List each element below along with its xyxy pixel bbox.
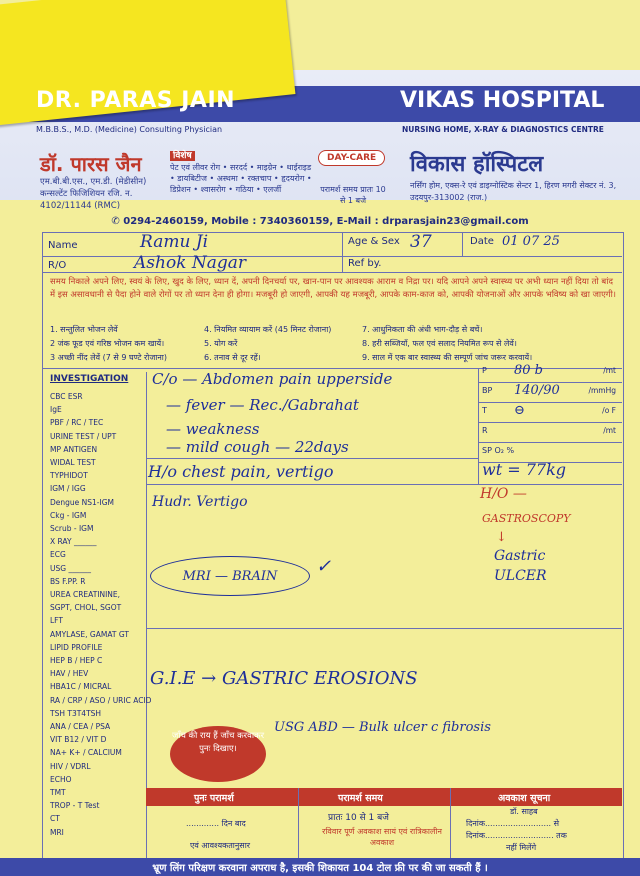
investigation-item: TYPHIDOT <box>50 471 88 481</box>
leave-to: दिनांक........................... तक <box>466 831 567 840</box>
contact-line: ✆ 0294-2460159, Mobile : 7340360159, E-Mail : drparasjain23@gmail.com <box>111 216 529 227</box>
consult-timing: परामर्श समय प्रातः 10 से 1 बजे <box>320 185 386 205</box>
doctor-name: DR. PARAS JAIN <box>36 88 236 113</box>
arrow-down-icon: ↓ <box>496 530 507 545</box>
divider <box>42 256 622 257</box>
investigation-item: VIT B12 / VIT D <box>50 735 107 745</box>
speciality-text: पेट एवं लीवर रोग • सरदर्द • माइग्रेन • थाईराइड • डायबिटीज • अस्थमा • रक्तचाप • हृदयरोग • डिप्रेशन • श्वासरोग • गठिया • एलर्जी <box>170 163 312 194</box>
ro-label: R/O <box>48 260 67 271</box>
vital-unit: /mmHg <box>588 386 616 395</box>
leave-from: दिनांक.......................... से <box>466 819 560 828</box>
mri-note: MRI — BRAIN <box>150 556 310 596</box>
vital-unit: /o F <box>602 406 616 415</box>
investigation-item: HIV / VDRL <box>50 761 91 771</box>
name-label: Name <box>48 240 78 251</box>
investigation-item: USG ______ <box>50 563 91 573</box>
investigation-item: RA / CRP / ASO / URIC ACID <box>50 695 152 705</box>
investigation-item: CT <box>50 814 60 824</box>
vertigo-note: Hudr. Vertigo <box>152 494 248 510</box>
doctor-qualification: M.B.B.S., M.D. (Medicine) Consulting Physician <box>36 125 223 134</box>
gastric-ulcer: Gastric ULCER <box>494 548 547 584</box>
rule-item: 2 जंक फूड एवं गरिष्ठ भोजन कम खायें। <box>50 339 165 348</box>
ref-label: Ref by. <box>348 258 382 269</box>
hospital-name-hindi: विकास हॉस्पिटल <box>410 152 544 177</box>
investigation-item: HAV / HEV <box>50 669 89 679</box>
investigation-item: URINE TEST / UPT <box>50 431 117 441</box>
investigation-item: MRI <box>50 827 64 837</box>
leave-note: नहीं मिलेंगे <box>506 843 537 852</box>
rule-item: 9. साल में एक बार स्वास्थ्य की सम्पूर्ण जांच जरूर करवायें। <box>362 353 533 362</box>
divider <box>146 484 622 485</box>
investigation-item: WIDAL TEST <box>50 458 96 467</box>
investigation-item: Ckg - IGM <box>50 510 87 520</box>
gie-note: G.I.E → GASTRIC EROSIONS <box>150 668 418 689</box>
investigation-item: BS F.PP. R <box>50 576 86 586</box>
investigation-item: PBF / RC / TEC <box>50 418 104 428</box>
contact-text: 0294-2460159, Mobile : 7340360159, E-Mail : drparasjain23@gmail.com <box>123 216 529 227</box>
vital-row <box>478 382 622 403</box>
divider <box>146 628 622 629</box>
ro-value: Ashok Nagar <box>134 253 247 273</box>
investigation-item: LIPID PROFILE <box>50 642 103 652</box>
investigation-item: NA+ K+ / CALCIUM <box>50 748 122 758</box>
revisit-days: ............. दिन बाद <box>186 819 246 828</box>
vital-label: R <box>482 426 488 435</box>
consult-time: प्रातः 10 से 1 बजे <box>328 813 389 823</box>
vital-label: BP <box>482 386 493 395</box>
vital-label: P <box>482 366 487 375</box>
investigation-item: Scrub - IGM <box>50 524 94 533</box>
gastroscopy: GASTROSCOPY <box>482 512 571 525</box>
rule-item: 3 अच्छी नींद लेवें (7 से 9 घण्टे रोजाना) <box>50 353 167 362</box>
daycare-badge: DAY-CARE <box>318 150 385 166</box>
rule-item: 5. योग करें <box>204 339 238 348</box>
speciality-title: विशेष <box>170 151 195 161</box>
leave-title: अवकाश सूचना <box>498 793 551 804</box>
investigation-item: HEP B / HEP C <box>50 656 103 665</box>
patient-name: Ramu Ji <box>140 232 209 252</box>
doctor-qualification-hindi: एम.बी.बी.एस., एम.डी. (मेडीसीन) कन्सल्टेंट फिजिशियन रजि. न. 4102/11144 (RMC) <box>40 177 147 211</box>
divider <box>342 232 343 272</box>
consult-note: रविवार पूर्ण अवकाश सायं एवं रात्रिकालीन अवकाश <box>322 827 442 847</box>
footer-notice: भ्रूण लिंग परिक्षण करवाना अपराध है, इसकी शिकायत 104 टोल फ्री पर की जा सकती हैं । <box>0 858 640 876</box>
consult-title: परामर्श समय <box>338 793 383 804</box>
complaint-line: — fever — Rec./Gabrahat <box>166 396 359 414</box>
leave-doctor: डॉ. साहब <box>510 807 538 816</box>
investigation-item: UREA CREATININE, <box>50 590 121 599</box>
doctor-name-hindi: डॉ. पारस जैन <box>40 152 142 176</box>
rule-item: 7. आधुनिकता की अंधी भाग-दौड़ से बचें। <box>362 325 483 334</box>
age-value: 37 <box>410 232 432 252</box>
date-label: Date <box>470 236 494 247</box>
vital-value: 140/90 <box>514 383 560 398</box>
vital-unit: /mt <box>603 366 616 375</box>
age-sex-label: Age & Sex <box>348 236 400 247</box>
investigation-item: IGM / IGG <box>50 484 86 494</box>
investigation-item: ECHO <box>50 774 72 784</box>
recheck-stamp: जाँच की राय हैं जाँच करवाकर पुनः दिखाए। <box>170 726 266 782</box>
check-icon: ✓ <box>316 556 332 577</box>
investigation-item: ECG <box>50 550 66 560</box>
divider <box>298 788 299 858</box>
rule-item: 1. सन्तुलित भोजन लेवें <box>50 325 118 334</box>
health-advice: समय निकाले अपने लिए, स्वयं के लिए, खुद के लिए, ध्यान दें, अपनी दिनचर्या पर, खान-पान पर आवश्यक आराम व निद्रा पर। यदि आपने अपने स्वास्थ्य पर अभी ध्यान नहीं दिया तो बांद में इस असावधानी से पैदा होने वाले रोगों पर तो ध्यान देना ही होगा। मजबूरी हो जाएगी, आपकी यह मजबूरी, आपके काम-काज को, आपकी योजनाओं और आपके भविष्य को खा जाएगी। <box>50 277 617 300</box>
divider <box>42 272 622 273</box>
investigation-item: HBA1C / MICRAL <box>50 682 112 692</box>
investigation-title: INVESTIGATION <box>50 374 129 384</box>
divider <box>462 232 463 256</box>
divider <box>450 788 451 858</box>
investigation-item: AMYLASE, GAMAT GT <box>50 629 129 639</box>
vital-label: T <box>482 406 487 415</box>
rule-item: 6. तनाव से दूर रहें। <box>204 353 261 362</box>
vital-row <box>478 422 622 443</box>
complaint-line: — mild cough — 22days <box>166 438 349 456</box>
hospital-name: VIKAS HOSPITAL <box>400 88 605 113</box>
vital-value: ⊖ <box>514 403 525 418</box>
investigation-item: TROP - T Test <box>50 801 100 811</box>
complaint-line: — weakness <box>166 420 260 438</box>
investigation-item: Dengue NS1-IGM <box>50 497 114 507</box>
vital-row <box>478 362 622 383</box>
investigation-item: X RAY ______ <box>50 537 97 547</box>
history-2: H/O — <box>480 486 527 502</box>
hospital-address-hindi: नर्सिंग होम, एक्स-रे एवं डाइग्नोस्टिक सेन्टर 1, हिरण मगरी सेक्टर नं. 3, उदयपुर-313002 (राज.) <box>410 181 617 202</box>
history-line: H/o chest pain, vertigo <box>148 462 334 481</box>
divider <box>146 458 478 459</box>
date-value: 01 07 25 <box>502 234 560 249</box>
revisit-title: पुनः परामर्श <box>194 793 234 804</box>
vital-unit: /mt <box>603 426 616 435</box>
rule-item: 8. हरी सब्जियाँ, फल एवं सलाद नियमित रूप से लेवें। <box>362 339 517 348</box>
investigation-item: TSH T3T4TSH <box>50 708 102 718</box>
investigation-item: SGPT, CHOL, SGOT <box>50 603 122 613</box>
weight: wt = 77kg <box>482 460 566 479</box>
rule-item: 4. नियमित व्यायाम करें (45 मिनट रोजाना) <box>204 325 332 334</box>
speciality-box <box>170 150 315 195</box>
usg-note: USG ABD — Bulk ulcer c fibrosis <box>274 720 491 735</box>
investigation-item: IgE <box>50 405 62 415</box>
investigation-item: ANA / CEA / PSA <box>50 722 111 731</box>
hospital-subtitle: NURSING HOME, X-RAY & DIAGNOSTICS CENTRE <box>402 125 604 134</box>
investigation-item: TMT <box>50 788 66 797</box>
investigation-item: LFT <box>50 616 63 626</box>
vital-label: SP O₂ % <box>482 446 515 455</box>
vital-value: 80 b <box>514 363 543 378</box>
investigation-item: CBC ESR <box>50 392 83 401</box>
revisit-note: एवं आवश्यकतानुसार <box>190 841 251 850</box>
investigation-item: MP ANTIGEN <box>50 444 98 454</box>
vital-row <box>478 402 622 423</box>
complaint-line: C/o — Abdomen pain upperside <box>152 370 393 388</box>
